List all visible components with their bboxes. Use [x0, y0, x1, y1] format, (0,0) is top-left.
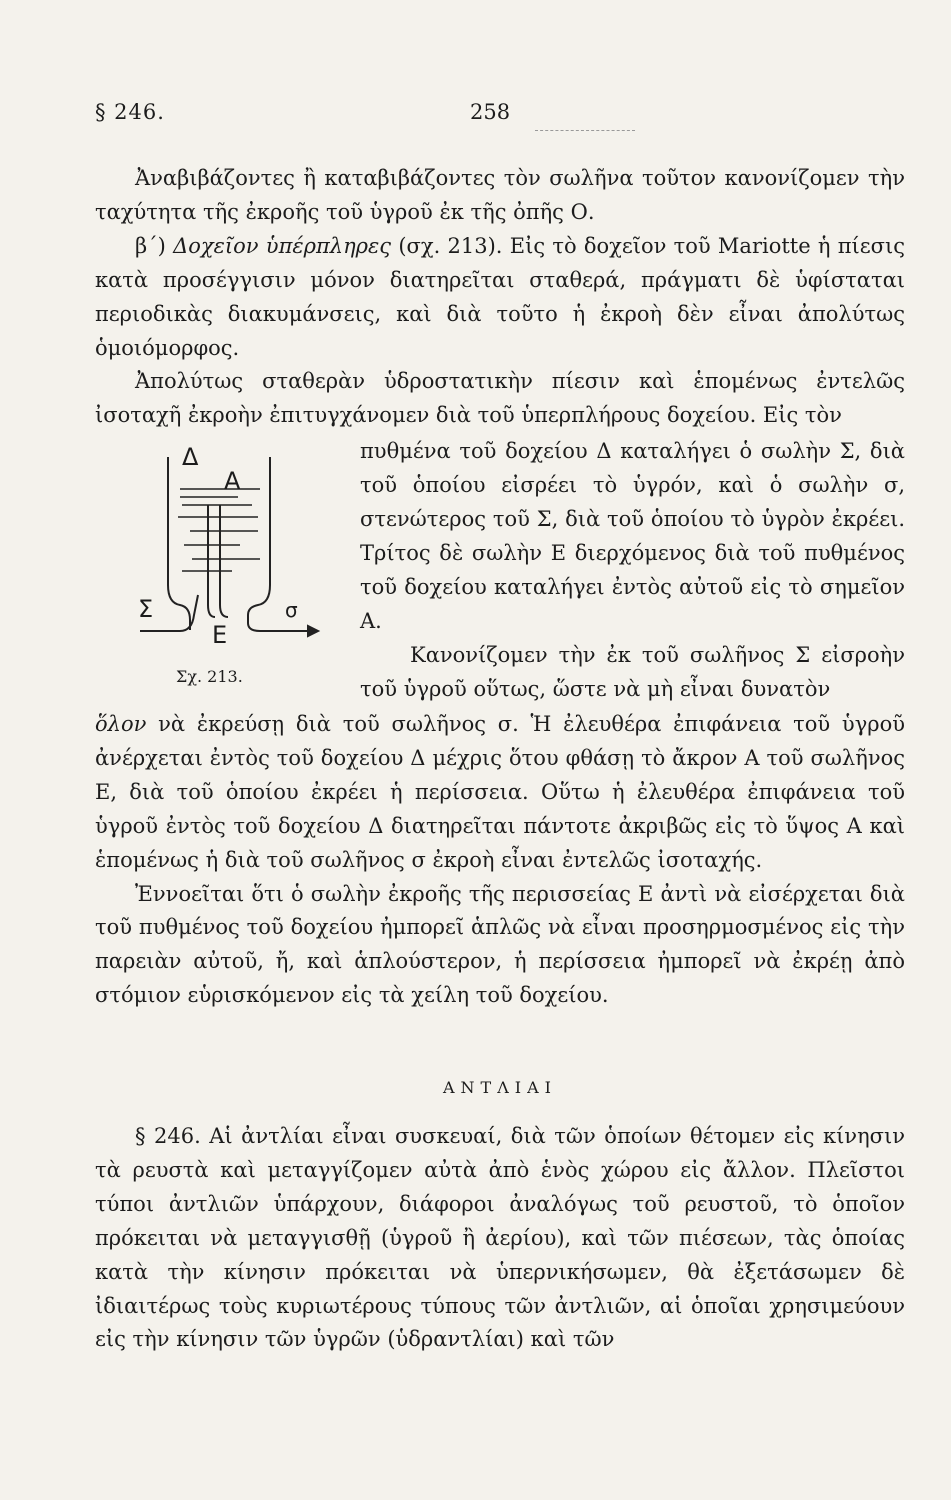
wrapped-text	[360, 434, 905, 706]
header-rule	[535, 130, 635, 131]
label-small-sigma: σ	[285, 598, 298, 622]
paragraph-4-text: νὰ ἐκρεύσῃ διὰ τοῦ σωλῆνος σ. Ἡ ἐλευθέρα ἐπιφάνεια τοῦ ὑγροῦ ἀνέρχεται ἐντὸς τοῦ δοχείου Δ μέχρις ὅτου φθάσῃ τὸ ἄκρον Α τοῦ σωλῆνος Ε, διὰ τοῦ ὁποίου ἐκρέει ἡ περίσσεια. Οὕτω ἡ ἐλευθέρα ἐπιφάνεια τοῦ ὑγροῦ ἐντὸς τοῦ δοχείου Δ διατηρεῖται πάντοτε ἀκριβῶς εἰς τὸ ὕψος Α καὶ ἑπομένως ἡ διὰ τοῦ σωλῆνος σ ἐκροὴ εἶναι ἐντελῶς ἰσοταχής.	[95, 712, 905, 872]
overflow-pipe-right	[220, 505, 228, 617]
figure-caption: Σχ. 213.	[176, 667, 243, 686]
label-sigma: Σ	[138, 595, 154, 623]
wrapped-paragraph-2: Κανονίζομεν τὴν ἐκ τοῦ σωλῆνος Σ εἰσροὴν τοῦ ὑγροῦ οὕτως, ὥστε νὰ μὴ εἶναι δυνατὸν	[360, 643, 905, 701]
item-label: β΄)	[135, 233, 166, 258]
lower-text	[95, 708, 905, 1013]
outlet-arrow-icon	[295, 626, 318, 636]
paragraph-4-first-word: ὅλον	[95, 712, 147, 736]
figure-reference: (σχ. 213).	[398, 233, 503, 258]
section-2-paragraph: § 246. Αἱ ἀντλίαι εἶναι συσκευαί, διὰ τῶν ὁποίων θέτομεν εἰς κίνησιν τὰ ρευστὰ καὶ μεταγγίζομεν αὐτὰ ἀπὸ ἑνὸς χώρου εἰς ἄλλον. Πλεῖστοι τύποι ἀντλιῶν ὑπάρχουν, διάφοροι ἀναλόγως τοῦ ρευστοῦ, τὸ ὁποῖον πρόκειται νὰ μεταγγισθῇ (ὑγροῦ ἢ ἀερίου), καὶ τῶν πιέσεων, τὰς ὁποίας κατὰ τὴν κίνησιν πρόκειται νὰ ὑπερνικήσωμεν, θὰ ἐξετάσωμεν δὲ ἰδιαιτέρως τοὺς κυριωτέρους τύπους τῶν ἀντλιῶν, αἱ ὁποῖαι χρησιμεύουν εἰς τὴν κίνησιν τῶν ὑγρῶν (ὑδραντλίαι) καὶ τῶν	[95, 1124, 905, 1352]
section-number: § 246.	[95, 100, 165, 124]
item-title: Δοχεῖον ὑπέρπληρες	[173, 233, 392, 258]
paragraph-2-text: Εἰς τὸ δοχεῖον τοῦ Mariotte ἡ πίεσις κατὰ προσέγγισιν μόνον διατηρεῖται σταθερά, πράγματι δὲ ὑφίσταται περιοδικὰς διακυμάνσεις, καὶ διὰ τοῦτο ἡ ἐκροὴ δὲν εἶναι ἀπολύτως ὁμοιόμορφος.	[95, 233, 905, 360]
label-epsilon: Ε	[212, 621, 228, 649]
page-number: 258	[470, 100, 511, 124]
paragraph-2	[95, 230, 905, 366]
paragraph-3: Ἀπολύτως σταθερὰν ὑδροστατικὴν πίεσιν καὶ ἑπομένως ἐντελῶς ἰσοταχῆ ἐκροὴν ἐπιτυγχάνομεν διὰ τοῦ ὑπερπλήρους δοχείου. Εἰς τὸν	[95, 369, 905, 428]
paragraph-1: Ἀναβιβάζοντες ἢ καταβιβάζοντες τὸν σωλῆνα τοῦτον κανονίζομεν τὴν ταχύτητα τῆς ἐκροῆς τοῦ ὑγροῦ ἐκ τῆς ὀπῆς Ο.	[95, 166, 905, 224]
overflow-pipe-left	[208, 505, 215, 617]
label-alpha: Α	[224, 467, 241, 495]
vessel-left-wall	[168, 457, 190, 630]
section-heading: ΑΝΤΛΙΑΙ	[443, 1078, 557, 1097]
upper-text	[95, 162, 905, 433]
figure-213	[120, 445, 345, 700]
paragraph-4	[95, 708, 905, 878]
paragraph-5: Ἐννοεῖται ὅτι ὁ σωλὴν ἐκροῆς τῆς περισσείας Ε ἀντὶ νὰ εἰσέρχεται διὰ τοῦ πυθμένος τοῦ δοχείου ἠμπορεῖ ἁπλῶς νὰ εἶναι προσηρμοσμένος εἰς τὴν παρειὰν αὐτοῦ, ἤ, καὶ ἁπλούστερον, ἡ περίσσεια ἠμπορεῖ νὰ ἐκρέῃ ἀπὸ στόμιον εὑρισκόμενον εἰς τὰ χείλη τοῦ δοχείου.	[95, 881, 905, 1008]
page-header	[95, 100, 905, 140]
label-delta: Δ	[182, 443, 199, 471]
wrapped-paragraph-1: πυθμένα τοῦ δοχείου Δ καταλήγει ὁ σωλὴν Σ, διὰ τοῦ ὁποίου εἰσρέει τὸ ὑγρόν, καὶ ὁ σωλὴν σ, στενώτερος τοῦ Σ, διὰ τοῦ ὁποίου τὸ ὑγρὸν ἐκρέει. Τρίτος δὲ σωλὴν Ε διερχόμενος διὰ τοῦ πυθμένος τοῦ δοχείου καταλήγει ἐντὸς αὐτοῦ εἰς τὸ σημεῖον Α.	[360, 439, 905, 633]
